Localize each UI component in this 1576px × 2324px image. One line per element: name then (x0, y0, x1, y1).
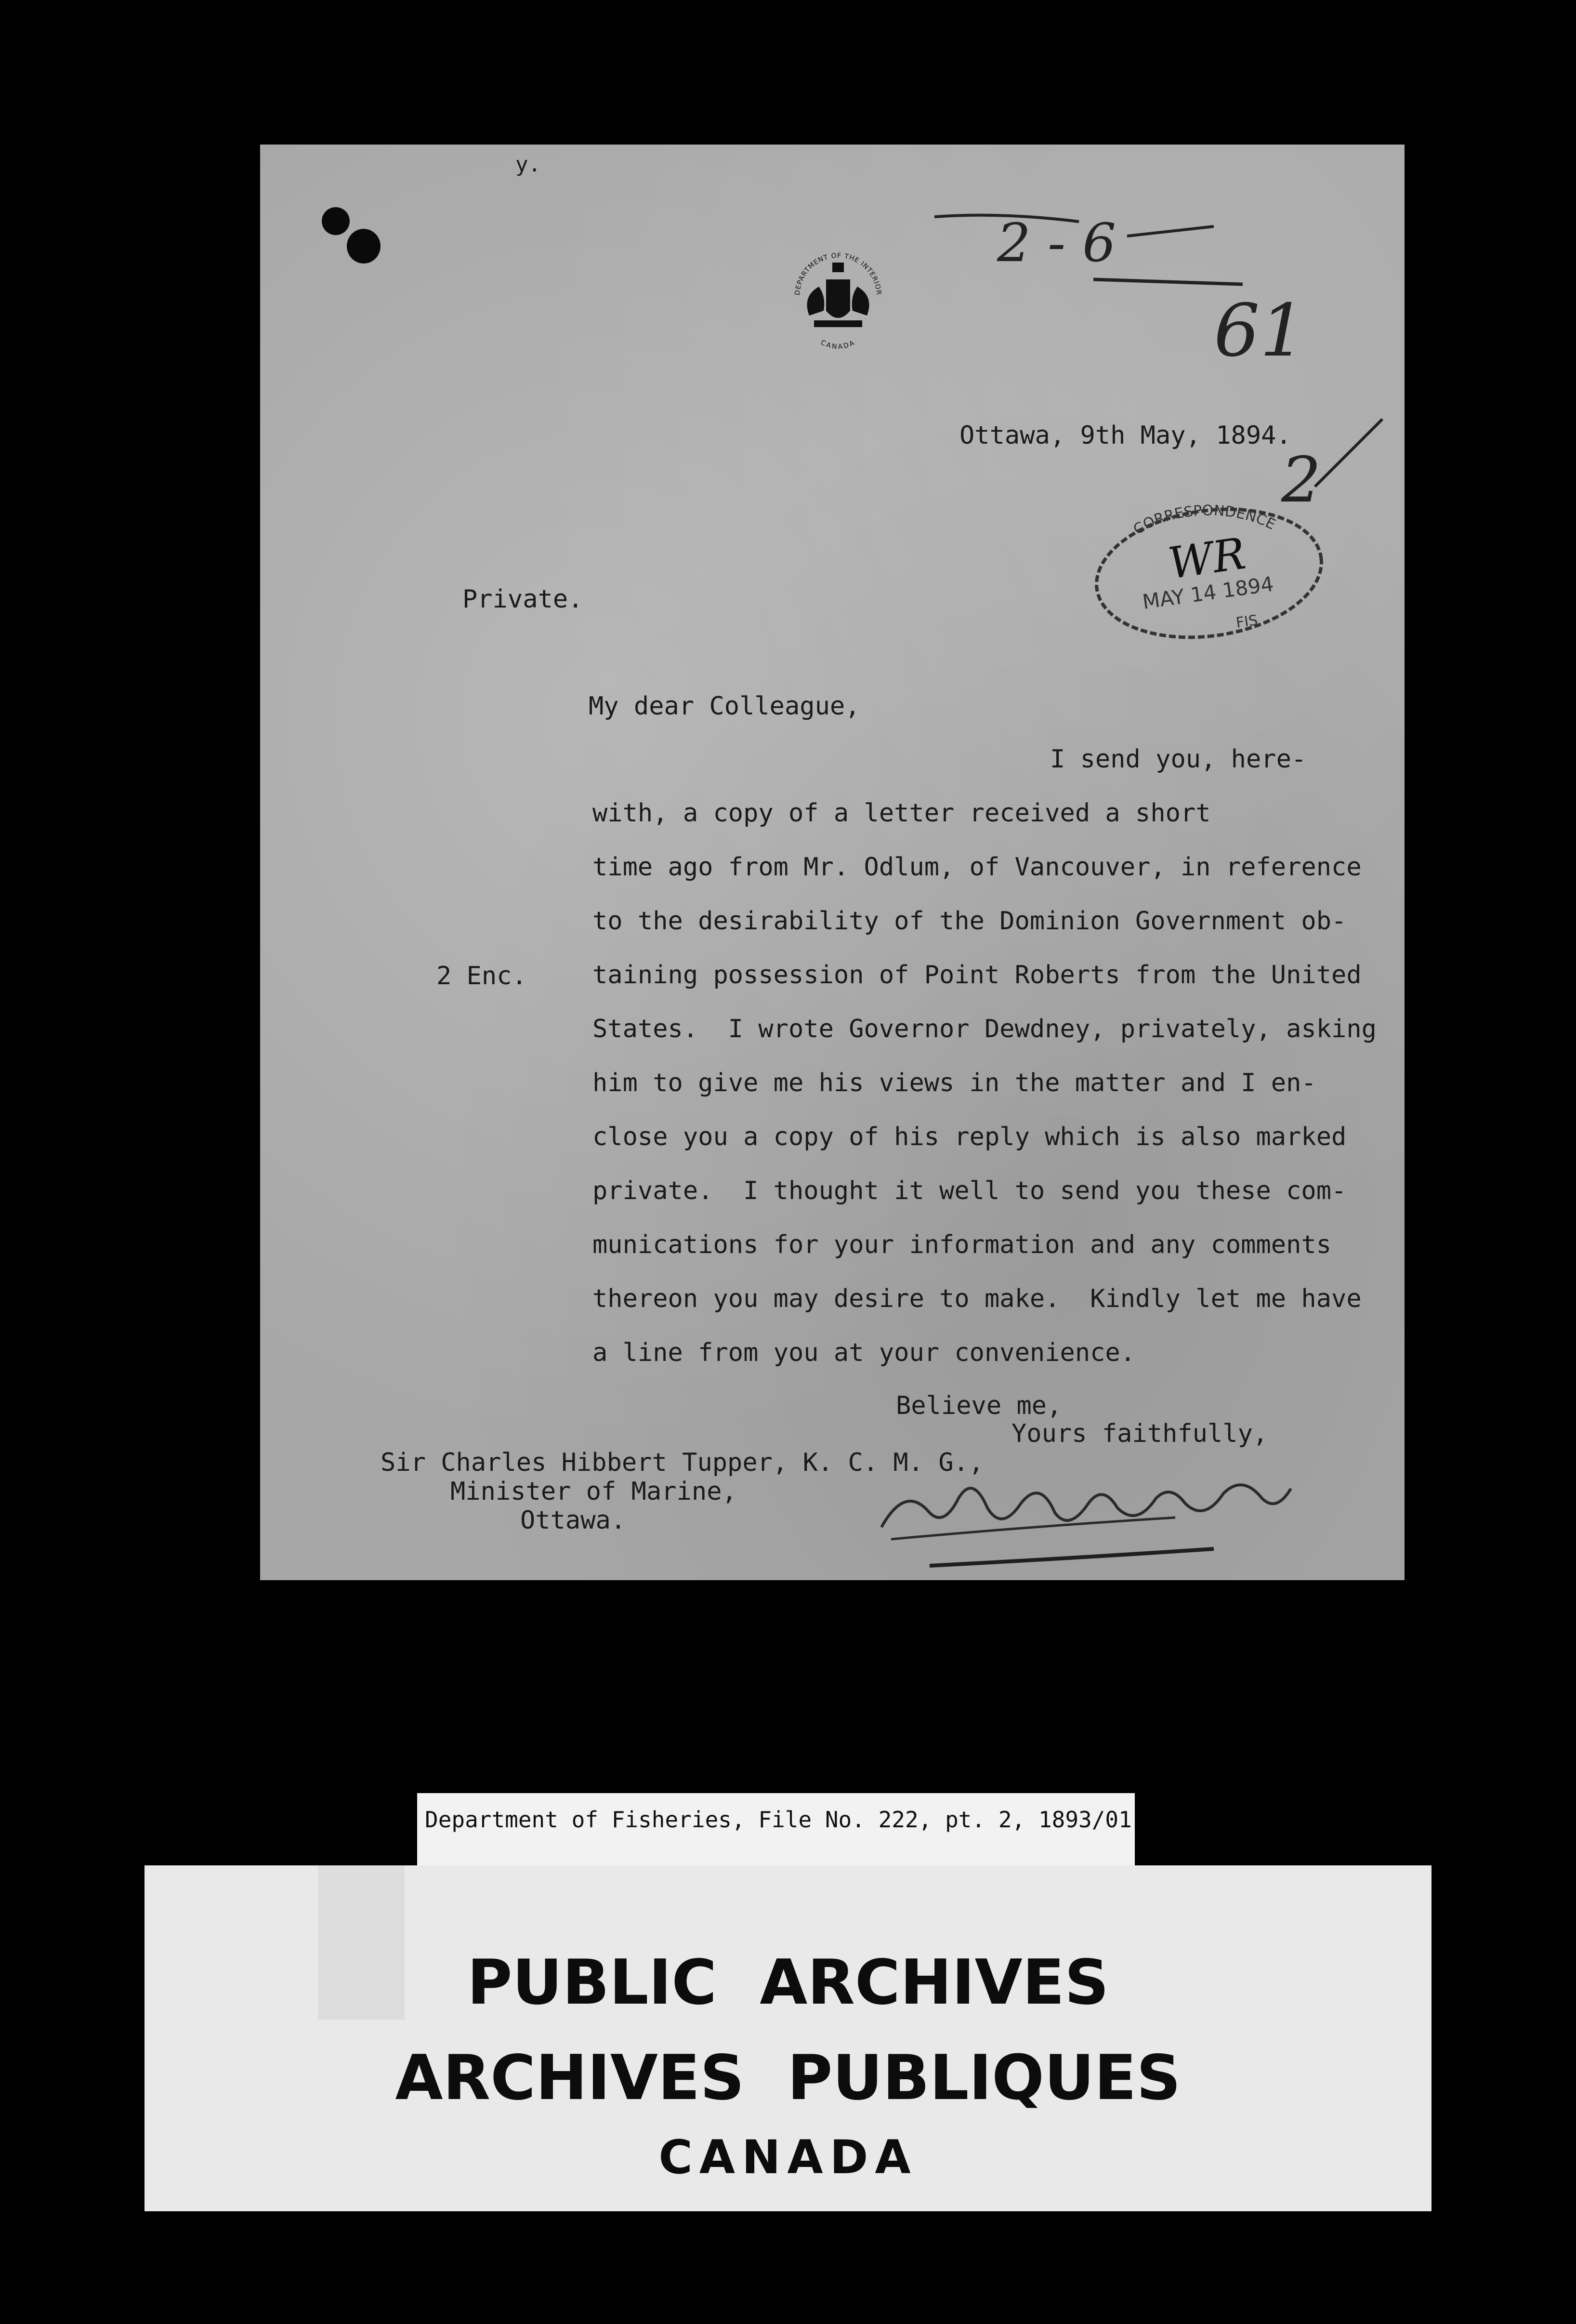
signature (877, 1455, 1310, 1580)
body-line: thereon you may desire to make. Kindly let me have (592, 1284, 1362, 1313)
archive-card (144, 1865, 1432, 2211)
body-line: munications for your information and any comments (592, 1230, 1332, 1259)
body-line: with, a copy of a letter received a short (592, 799, 1211, 828)
letter-page (260, 145, 1405, 1580)
closing-believe-me: Believe me, (896, 1391, 1062, 1420)
body-line: him to give me his views in the matter and I en- (592, 1069, 1316, 1097)
dateline: Ottawa, 9th May, 1894. (959, 421, 1291, 450)
file-reference-text: Department of Fisheries, File No. 222, pt. 2, 1893/01 (425, 1807, 1132, 1833)
ink-blot (322, 207, 350, 235)
margin-tick (1310, 414, 1387, 491)
svg-text:DEPARTMENT OF THE INTERIOR: DEPARTMENT OF THE INTERIOR (793, 251, 883, 296)
salutation: My dear Colleague, (589, 692, 860, 721)
body-line: States. I wrote Governor Dewdney, privately, asking (592, 1015, 1377, 1043)
file-number-underline (934, 207, 1416, 294)
archive-title-english: PUBLIC ARCHIVES (467, 1947, 1109, 2019)
ink-blot (347, 229, 381, 264)
body-line: taining possession of Point Roberts from the United (592, 961, 1362, 990)
addressee-title: Minister of Marine, (450, 1477, 737, 1506)
received-stamp (1089, 501, 1329, 646)
addressee-name: Sir Charles Hibbert Tupper, K. C. M. G., (381, 1448, 984, 1477)
file-number-bottom: 61 (1214, 289, 1306, 373)
corner-mark: y. (515, 152, 541, 177)
body-line: to the desirability of the Dominion Government ob- (592, 907, 1347, 936)
svg-text:CANADA: CANADA (819, 339, 857, 351)
svg-text:WR: WR (1165, 528, 1249, 589)
body-line: private. I thought it well to send you these com- (592, 1176, 1347, 1205)
archive-country: CANADA (658, 2130, 918, 2184)
body-line: close you a copy of his reply which is also marked (592, 1122, 1347, 1151)
body-line: a line from you at your convenience. (592, 1338, 1136, 1367)
crest-icon (780, 243, 896, 359)
addressee-city: Ottawa. (520, 1506, 626, 1535)
file-reference-label (417, 1793, 1135, 1865)
svg-text:CORRESPONDENCE: CORRESPONDENCE (1130, 502, 1278, 539)
body-line: I send you, here- (1050, 745, 1307, 774)
private-marking: Private. (462, 585, 583, 614)
body-line: time ago from Mr. Odlum, of Vancouver, in reference (592, 853, 1362, 882)
file-number-top: 2 - 6 (997, 212, 1116, 274)
svg-text:FIS: FIS (1235, 612, 1259, 632)
margin-mark: 2 (1281, 443, 1321, 516)
archive-title-french: ARCHIVES PUBLIQUES (395, 2042, 1181, 2114)
closing-yours-faithfully: Yours faithfully, (1011, 1419, 1268, 1448)
svg-text:MAY 14 1894: MAY 14 1894 (1141, 572, 1275, 614)
enclosure-note: 2 Enc. (436, 962, 527, 990)
